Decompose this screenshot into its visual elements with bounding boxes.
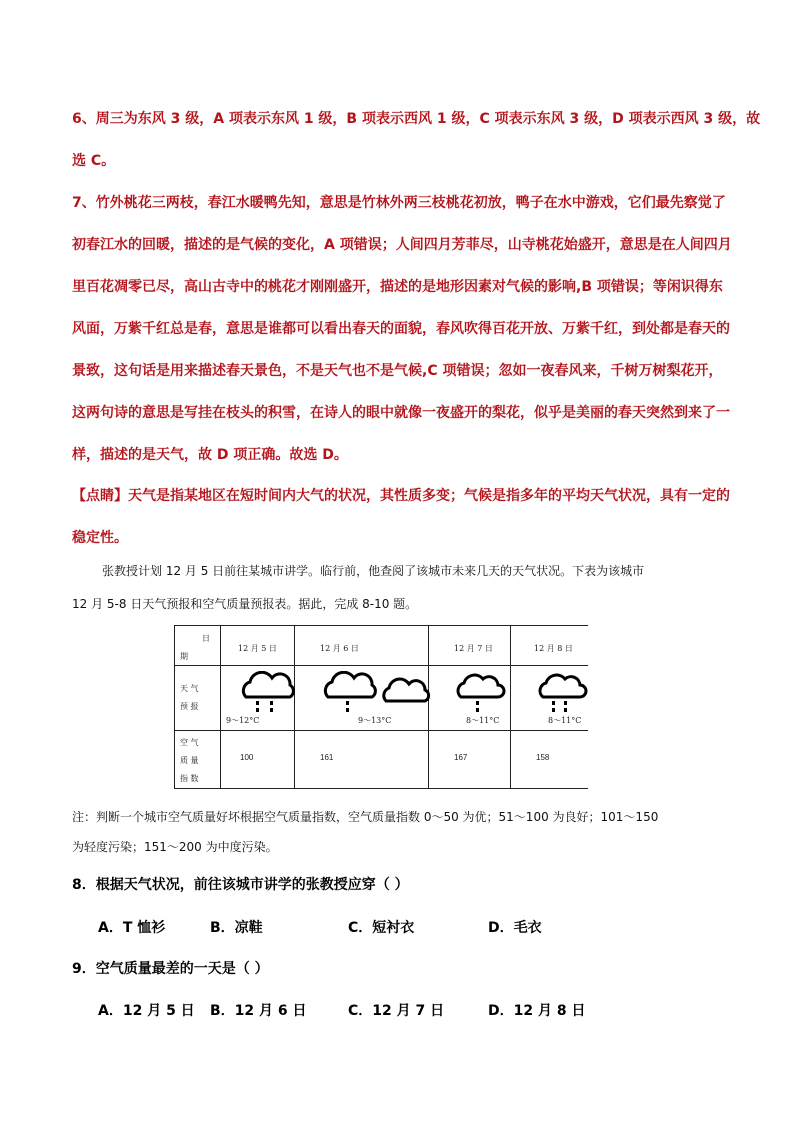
answer-7-line-3: 里百花凋零已尽，高山古寺中的桃花才刚刚盛开，描述的是地形因素对气候的影响,B 项错误；等闲识得东 xyxy=(72,279,723,295)
temp-dec-8: 8～11°C xyxy=(548,716,582,725)
q9-option-d[interactable]: D．12 月 8 日 xyxy=(488,1003,586,1019)
answer-7-line-6: 这两句诗的意思是写挂在枝头的积雪，在诗人的眼中就像一夜盛开的梨花，似乎是美丽的春天突然到来了一 xyxy=(72,405,730,421)
aqi-dec-6: 161 xyxy=(320,753,334,762)
date-dec-8: 12 月 8 日 xyxy=(534,644,573,653)
intro-line-1: 张教授计划 12 月 5 日前往某城市讲学。临行前，他查阅了该城市未来几天的天气状况。下表为该城市 xyxy=(102,564,645,578)
weather-forecast-table xyxy=(174,625,588,789)
q8-option-d[interactable]: D．毛衣 xyxy=(488,920,542,936)
weather-label-1: 天 气 xyxy=(180,684,199,693)
rain-cloud-icon xyxy=(320,671,380,715)
header-date-top: 日 xyxy=(202,634,210,643)
answer-7-line-7: 样，描述的是天气，故 D 项正确。故选 D。 xyxy=(72,447,348,463)
temp-dec-6: 9～13°C xyxy=(358,716,392,725)
rain-cloud-icon xyxy=(238,671,298,715)
aqi-label-1: 空 气 xyxy=(180,738,199,747)
date-dec-7: 12 月 7 日 xyxy=(454,644,493,653)
tip-line-2: 稳定性。 xyxy=(72,530,128,546)
aqi-dec-8: 158 xyxy=(536,753,550,762)
answer-7-line-2: 初春江水的回暖，描述的是气候的变化，A 项错误；人间四月芳菲尽，山寺桃花始盛开，意思是在人间四月 xyxy=(72,237,732,253)
date-dec-5: 12 月 5 日 xyxy=(238,644,277,653)
aqi-label-2: 质 量 xyxy=(180,756,199,765)
q8-option-c[interactable]: C．短衬衣 xyxy=(348,920,415,936)
temp-dec-7: 8～11°C xyxy=(466,716,500,725)
note-line-1: 注：判断一个城市空气质量好坏根据空气质量指数，空气质量指数 0～50 为优；51～100 为良好；101～150 xyxy=(72,810,659,824)
cloud-icon xyxy=(380,677,432,705)
q8-option-a[interactable]: A．T 恤衫 xyxy=(98,920,166,936)
aqi-dec-5: 100 xyxy=(240,753,254,762)
answer-6-line-1: 6、周三为东风 3 级，A 项表示东风 1 级，B 项表示西风 1 级，C 项表示东风 3 级，D 项表示西风 3 级，故 xyxy=(72,111,761,127)
q8-option-b[interactable]: B．凉鞋 xyxy=(210,920,263,936)
weather-label-2: 预 报 xyxy=(180,702,199,711)
rain-cloud-icon xyxy=(454,671,506,715)
rain-cloud-icon xyxy=(536,671,588,715)
q9-option-c[interactable]: C．12 月 7 日 xyxy=(348,1003,445,1019)
answer-7-line-1: 7、竹外桃花三两枝，春江水暖鸭先知，意思是竹林外两三枝桃花初放，鸭子在水中游戏，它们最先察觉了 xyxy=(72,195,726,211)
temp-dec-5: 9～12°C xyxy=(226,716,260,725)
answer-6-line-2: 选 C。 xyxy=(72,153,116,169)
q9-option-a[interactable]: A．12 月 5 日 xyxy=(98,1003,195,1019)
intro-line-2: 12 月 5-8 日天气预报和空气质量预报表。据此，完成 8-10 题。 xyxy=(72,597,418,611)
answer-7-line-4: 风面，万紫千红总是春，意思是谁都可以看出春天的面貌，春风吹得百花开放、万紫千红，到处都是春天的 xyxy=(72,321,730,337)
date-dec-6: 12 月 6 日 xyxy=(320,644,359,653)
header-date-bottom: 期 xyxy=(180,652,188,661)
question-9-stem: 9．空气质量最差的一天是（ ） xyxy=(72,961,269,977)
q9-option-b[interactable]: B．12 月 6 日 xyxy=(210,1003,307,1019)
answer-7-line-5: 景致，这句话是用来描述春天景色，不是天气也不是气候,C 项错误；忽如一夜春风来，千树万树梨花开， xyxy=(72,363,723,379)
aqi-label-3: 指 数 xyxy=(180,774,199,783)
question-8-stem: 8．根据天气状况，前往该城市讲学的张教授应穿（ ） xyxy=(72,877,409,893)
note-line-2: 为轻度污染；151～200 为中度污染。 xyxy=(72,840,278,854)
aqi-dec-7: 167 xyxy=(454,753,468,762)
tip-line-1: 【点睛】天气是指某地区在短时间内大气的状况，其性质多变；气候是指多年的平均天气状况，具有一定的 xyxy=(72,488,730,504)
